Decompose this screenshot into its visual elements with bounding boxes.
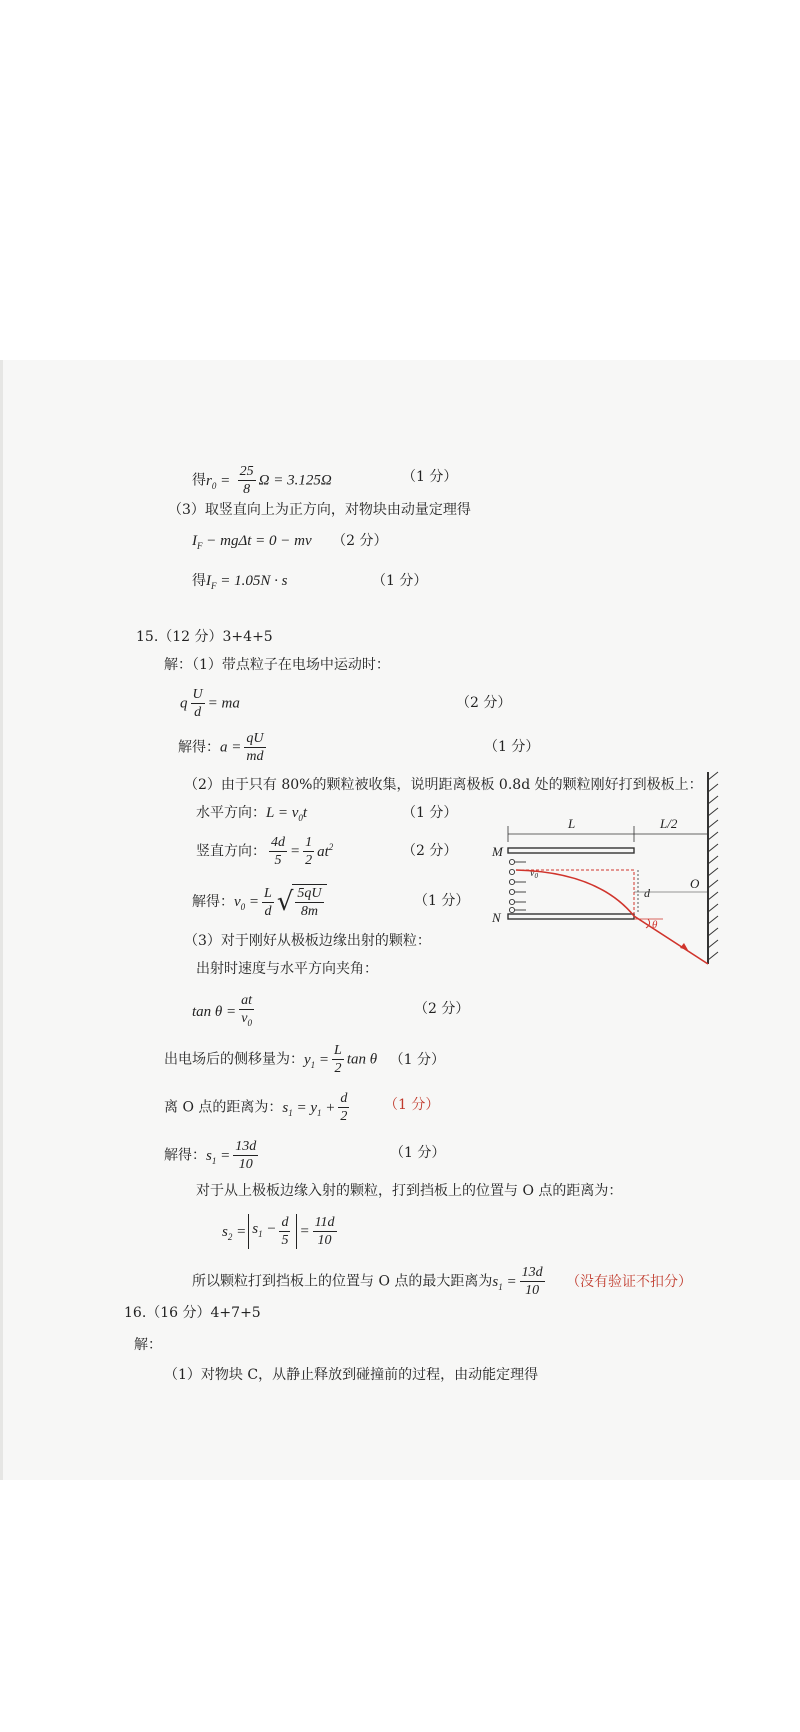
r0-num: 25 (239, 464, 254, 479)
horiz-score: （1 分） (402, 805, 458, 821)
vert-score: （2 分） (402, 843, 458, 859)
s2-den: 5 (281, 1233, 289, 1248)
max-lead: 所以颗粒打到挡板上的位置与 O 点的最大距离为 (192, 1273, 493, 1290)
s1def-rest: = y (292, 1099, 318, 1116)
label-L: L (568, 816, 576, 831)
qud-score: （2 分） (456, 695, 512, 711)
max-note: （没有验证不扣分） (566, 1273, 693, 1290)
tan-equation (192, 992, 257, 1032)
s1def-plus: + (321, 1099, 336, 1116)
max-den: 10 (525, 1283, 540, 1298)
y1-equation (164, 1042, 445, 1077)
v0-lead: 解得： (192, 894, 234, 910)
v0-den: d (264, 903, 272, 919)
r0-var: r (206, 472, 212, 489)
label-d: d (644, 886, 650, 900)
a-var: a = (220, 739, 242, 756)
max-sub: 1 (498, 1281, 503, 1292)
qud-fraction (191, 686, 205, 721)
s1def-sub: 1 (288, 1107, 293, 1118)
qud-q: q (180, 695, 188, 712)
q16-header: 16.（16 分）4+7+5 (124, 1305, 261, 1321)
part3-text: （3）取竖直向上为正方向，对物块由动量定理得 (168, 502, 471, 518)
s1-num: 13d (235, 1139, 257, 1154)
s2-minus: − (262, 1221, 277, 1237)
s2-abs (248, 1214, 297, 1249)
label-L2: L/2 (660, 816, 678, 831)
v0-eq: = (248, 894, 260, 910)
s1-definition (164, 1090, 352, 1125)
q16-part1: （1）对物块 C，从静止释放到碰撞前的过程，由动能定理得 (164, 1367, 539, 1383)
y1-fraction (332, 1042, 344, 1077)
s2-frac1 (279, 1214, 290, 1249)
s1def-score: （1 分） (384, 1097, 440, 1113)
vert-sup: 2 (328, 841, 334, 852)
y1-num: L (334, 1043, 342, 1058)
impulse-sub: F (197, 541, 203, 551)
impulse-equation (192, 532, 387, 555)
s1def-num: d (340, 1091, 348, 1106)
y1-tail: tan θ (346, 1051, 378, 1068)
a-lead: 解得： (178, 739, 220, 756)
a-equation (178, 730, 269, 765)
impulse-rest: − mgΔt = 0 − mv (202, 533, 312, 549)
s1-eq: = (220, 1147, 231, 1164)
qud-equation (180, 686, 240, 721)
v0-num: L (264, 885, 272, 901)
s1-den: 10 (238, 1157, 253, 1172)
s2-s1: s (252, 1221, 259, 1237)
s2-num: d (281, 1215, 289, 1230)
label-v0: $v_0$ (530, 868, 538, 880)
qud-rest: = ma (207, 695, 240, 712)
vert-frac1 (269, 834, 287, 869)
y1-den: 2 (334, 1061, 342, 1076)
y1-sub: 1 (310, 1059, 316, 1070)
impulse-score: （2 分） (332, 533, 388, 549)
s1-fraction (233, 1138, 258, 1173)
s1def-rsub: 1 (317, 1107, 322, 1118)
vert-den2: 2 (305, 853, 313, 868)
q16-solution: 解： (134, 1337, 162, 1353)
r0-eq: = (220, 472, 231, 489)
s1-lead: 解得： (164, 1147, 206, 1164)
if-rest: = 1.05N · s (216, 573, 288, 589)
tan-num: at (241, 993, 253, 1008)
v0-equation (192, 884, 327, 920)
horiz-tail: t (302, 805, 308, 821)
angle-text: 出射时速度与水平方向夹角： (196, 961, 378, 977)
plate-diagram (488, 768, 728, 970)
max-fraction (520, 1264, 545, 1299)
a-den: md (246, 749, 264, 764)
v0-rnum: 5qU (297, 886, 322, 901)
r0-fraction (238, 463, 256, 498)
if-var: I (206, 573, 211, 589)
max-eq: = (502, 1273, 517, 1290)
s2-sub: 2 (227, 1231, 233, 1242)
s2-num2: 11d (314, 1215, 335, 1230)
label-theta: θ (652, 919, 658, 931)
tan-den-sub: 0 (247, 1017, 252, 1028)
tan-fraction (239, 992, 254, 1032)
s1def-fraction (338, 1090, 349, 1125)
if-result (192, 572, 287, 595)
q15-part3: （3）对于刚好从极板边缘出射的颗粒： (184, 933, 431, 949)
max-distance (192, 1264, 692, 1299)
plate-M (508, 848, 634, 853)
r0-tail: Ω = 3.125Ω (258, 472, 332, 489)
s1def-den: 2 (340, 1109, 348, 1124)
horiz-sub: 0 (298, 813, 303, 823)
horiz-lead: 水平方向： (196, 805, 266, 821)
horizontal-eq (196, 804, 307, 827)
trajectory-curve (516, 870, 708, 964)
impulse-var: I (192, 533, 197, 549)
a-fraction (244, 730, 265, 765)
s2-frac2 (313, 1214, 337, 1249)
if-lead: 得 (192, 573, 206, 589)
page-edge (0, 360, 3, 1480)
label-N: N (492, 910, 501, 925)
s1-result (164, 1138, 261, 1173)
if-sub: F (211, 581, 217, 591)
v0-sub: 0 (240, 902, 246, 912)
upper-entry-text: 对于从上极板边缘入射的颗粒，打到挡板上的位置与 O 点的距离为： (196, 1183, 623, 1199)
max-num: 13d (521, 1265, 543, 1280)
r0-equation (192, 463, 332, 498)
y1-eq: = (318, 1051, 330, 1068)
wall-hatch (708, 772, 718, 960)
v0-rad-fraction (295, 885, 323, 920)
s2-eq: = (236, 1223, 247, 1240)
q15-part1: 解：（1）带点粒子在电场中运动时： (164, 657, 390, 673)
label-O: O (690, 876, 700, 891)
tan-lead: tan θ = (192, 1003, 237, 1020)
v0-score: （1 分） (414, 893, 470, 909)
vert-frac2 (303, 834, 314, 869)
s1-var: s (206, 1147, 212, 1164)
max-var: s (492, 1273, 499, 1290)
if-score: （1 分） (372, 573, 428, 589)
s2-den2: 10 (317, 1233, 332, 1248)
horiz-expr: L = v (266, 805, 299, 821)
label-M: M (492, 844, 503, 859)
q15-header: 15.（12 分）3+4+5 (136, 629, 273, 645)
q15-part2: （2）由于只有 80%的颗粒被收集，说明距离极板 0.8d 处的颗粒刚好打到极板上： (184, 777, 703, 793)
y1-score: （1 分） (389, 1051, 445, 1068)
s2-equation (222, 1214, 340, 1249)
r0-score: （1 分） (402, 469, 458, 485)
y1-lead: 出电场后的侧移量为： (164, 1051, 304, 1068)
vertical-eq (196, 834, 333, 869)
s1def-lead: 离 O 点的距离为： (164, 1099, 283, 1116)
vert-lead: 竖直方向： (196, 843, 266, 860)
r0-sub: 0 (211, 480, 217, 491)
s1-score: （1 分） (390, 1145, 446, 1161)
qud-num: U (192, 687, 203, 702)
vert-den1: 5 (274, 853, 282, 868)
v0-fraction (262, 885, 274, 920)
s2-s1-sub: 1 (258, 1229, 263, 1239)
s2-eq2: = (299, 1223, 310, 1240)
plate-N (508, 914, 634, 919)
s2-var: s (222, 1223, 228, 1240)
s1-sub: 1 (211, 1155, 217, 1166)
tan-den: v (241, 1011, 248, 1026)
y1-var: y (304, 1051, 311, 1068)
vert-num2: 1 (305, 835, 313, 850)
qud-den: d (194, 705, 202, 720)
vert-num1: 4d (271, 835, 285, 850)
vert-tail: at (317, 843, 329, 860)
v0-sqrt: √ $\frac{5qU}{8m}$ (277, 884, 327, 920)
r0-den: 8 (243, 482, 251, 497)
trajectory-arrowhead (680, 943, 688, 950)
a-score: （1 分） (484, 739, 540, 755)
s1def-var: s (282, 1099, 289, 1116)
particles (509, 859, 526, 912)
tan-score: （2 分） (414, 1001, 470, 1017)
a-num: qU (246, 731, 264, 746)
v0-rden: 8m (300, 904, 319, 919)
v0-var: v (234, 894, 241, 910)
vert-eq: = (290, 843, 301, 860)
r0-lead: 得 (192, 472, 206, 489)
